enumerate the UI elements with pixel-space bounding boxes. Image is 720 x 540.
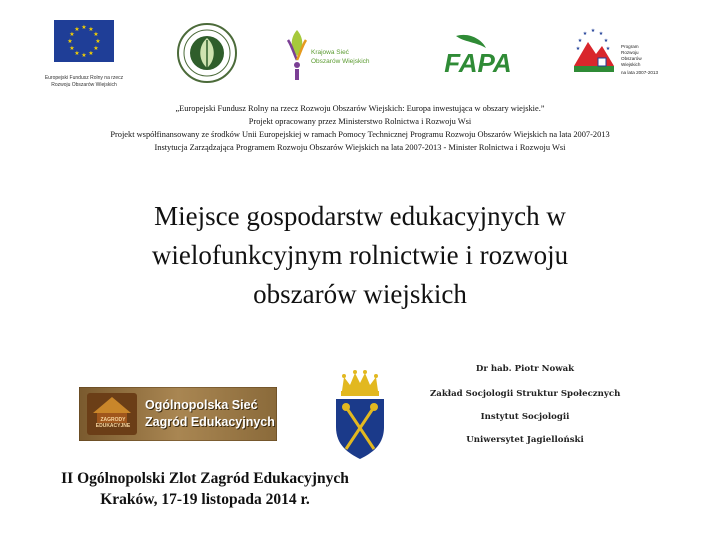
svg-text:★: ★: [95, 38, 101, 45]
ksow-logo: [284, 26, 408, 82]
funding-note-line1: „Europejski Fundusz Rolny na rzecz Rozwoju Obszarów Wiejskich: Europa inwestująca w obszary wiejskie.”: [175, 104, 545, 113]
banner-text-line1: Ogólnopolska Sieć: [145, 398, 258, 412]
prow-text-line1: Program: [621, 44, 639, 49]
funding-note-line4: Instytucja Zarządzająca Programem Rozwoju Obszarów Wiejskich na lata 2007-2013 - Minister Rolnictwa i Rozwoju Wsi: [154, 143, 566, 152]
fapa-text: FAPA: [444, 48, 512, 76]
svg-text:★: ★: [598, 31, 604, 37]
author-name: Dr hab. Piotr Nowak: [475, 364, 575, 374]
prow-logo: [566, 24, 666, 80]
eu-flag-icon: [54, 20, 114, 62]
title-line2: wielofunkcyjnym rolnictwie i rozwoju: [151, 240, 569, 270]
svg-text:★: ★: [74, 50, 80, 57]
svg-text:★: ★: [577, 38, 583, 44]
leaf-seal-logo: [176, 22, 238, 84]
event-place-date: Kraków, 17-19 listopada 2014 r.: [100, 491, 310, 508]
svg-text:★: ★: [93, 45, 99, 52]
svg-text:★: ★: [93, 31, 99, 38]
funding-note-line3: Projekt współfinansowany ze środków Unii Europejskiej w ramach Pomocy Technicznej Programu Rozwoju Obszarów Wiejskich na lata 2007-2013: [110, 130, 610, 139]
svg-text:★: ★: [575, 46, 581, 52]
title-line3: obszarów wiejskich: [253, 279, 467, 309]
eu-caption-line1: Europejski Fundusz Rolny na rzecz: [44, 75, 124, 81]
presentation-title: [60, 197, 660, 314]
prow-text-line3: Obszarów: [621, 56, 642, 61]
banner-mini-label: ZAGRODY EDUKACYJNE: [95, 417, 131, 429]
ksow-text-line2: Obszarów Wiejskich: [311, 58, 370, 65]
prow-text-line5: na lata 2007-2013: [621, 70, 659, 75]
title-line1: Miejsce gospodarstw edukacyjnych w: [154, 201, 566, 231]
fapa-logo: [436, 34, 520, 76]
svg-text:★: ★: [81, 52, 87, 59]
svg-text:★: ★: [605, 46, 611, 52]
svg-text:★: ★: [67, 38, 73, 45]
svg-text:★: ★: [74, 26, 80, 33]
author-institute: Instytut Socjologii: [480, 412, 570, 422]
author-university: Uniwersytet Jagielloński: [466, 435, 584, 445]
svg-text:★: ★: [69, 45, 75, 52]
eu-caption-line2: Rozwoju Obszarów Wiejskich: [51, 82, 117, 88]
svg-text:★: ★: [88, 26, 94, 33]
svg-text:★: ★: [88, 50, 94, 57]
prow-text-line2: Rozwoju: [621, 50, 639, 55]
event-name: II Ogólnopolski Zlot Zagród Edukacyjnych: [61, 470, 349, 487]
educational-farms-network-banner: [79, 387, 277, 441]
eu-flag-logo: [34, 20, 134, 94]
prow-text-line4: Wiejskich: [621, 62, 641, 67]
svg-text:★: ★: [69, 31, 75, 38]
svg-text:★: ★: [582, 31, 588, 37]
author-department: Zakład Socjologii Struktur Społecznych: [430, 389, 621, 399]
svg-text:★: ★: [81, 24, 87, 31]
university-crest-icon: [330, 365, 390, 461]
funding-note-line2: Projekt opracowany przez Ministerstwo Rolnictwa i Rozwoju Wsi: [248, 117, 472, 126]
svg-text:★: ★: [590, 28, 596, 34]
banner-text-line2: Zagród Edukacyjnych: [145, 415, 275, 429]
svg-text:★: ★: [603, 38, 609, 44]
ksow-text-line1: Krajowa Sieć: [311, 49, 349, 56]
